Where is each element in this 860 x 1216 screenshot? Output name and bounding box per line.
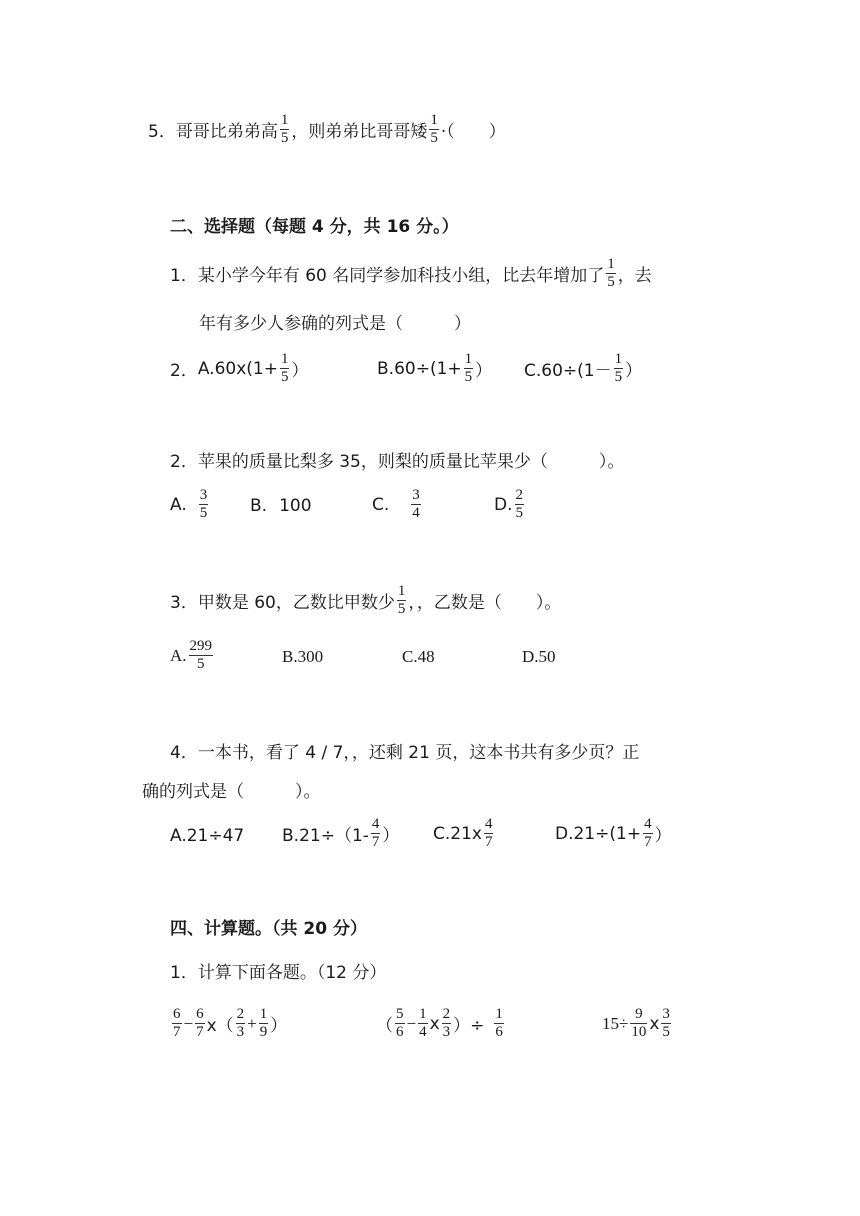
answer-blank: ·（ ）: [440, 122, 506, 142]
fraction: $\frac{1}{5}$: [280, 112, 289, 146]
question-text: 3．甲数是 60，乙数比甲数少: [170, 593, 395, 613]
fraction: $\frac{1}{5}$: [397, 583, 406, 617]
fraction: $\frac{9}{10}$: [631, 1006, 647, 1040]
option-label: D.: [494, 494, 513, 515]
option-label: C.: [372, 494, 390, 515]
option-d: D.21÷(1+: [555, 823, 642, 844]
operator: ）÷: [453, 1016, 485, 1036]
fraction: $\frac{2}{5}$: [515, 487, 523, 521]
option-b: B.60÷(1+: [377, 358, 462, 379]
calc-subtitle: [170, 958, 386, 983]
fraction: $\frac{2}{3}$: [442, 1006, 451, 1040]
question-text: 1．计算下面各题。（12 分）: [170, 963, 387, 983]
q2-option-d: [494, 487, 526, 522]
q4-option-a: [170, 826, 244, 846]
fraction: $\frac{4}{7}$: [371, 816, 380, 850]
option-value: A.21÷47: [170, 826, 245, 846]
fraction: $\frac{6}{7}$: [173, 1006, 181, 1040]
fraction: $\frac{3}{5}$: [199, 487, 208, 521]
fraction: $\frac{299}{5}$: [189, 638, 213, 672]
q1-option-b: [377, 351, 492, 386]
question-text: ，，乙数是（ ）。: [408, 593, 562, 613]
fraction: $\frac{6}{7}$: [196, 1006, 204, 1040]
tf-question-5: [148, 112, 506, 147]
question-text: 1．某小学今年有 60 名同学参加科技小组，比去年增加了: [170, 266, 605, 286]
calc-expression-1: [170, 1006, 287, 1041]
choice-question-4: [170, 738, 639, 763]
fraction: $\frac{4}{7}$: [484, 816, 493, 850]
q2-option-c: [372, 487, 423, 522]
question-text: 2．苹果的质量比梨多 35，则梨的质量比苹果少（ ）。: [170, 452, 625, 472]
q3-option-d: [522, 647, 556, 667]
q3-option-b: [282, 647, 323, 667]
fraction: $\frac{3}{5}$: [662, 1006, 670, 1040]
option-value: B.300: [282, 647, 324, 666]
operator: x: [429, 1013, 440, 1034]
section-title-choice: [170, 212, 459, 237]
q2-option-a: [170, 487, 210, 522]
paren: ）: [475, 361, 493, 381]
option-label: A.: [170, 645, 187, 665]
fraction: $\frac{1}{9}$: [259, 1006, 268, 1040]
q4-option-b: [282, 816, 399, 851]
q1-options: [170, 351, 308, 386]
q4-option-d: [555, 816, 672, 851]
paren: ）: [382, 826, 400, 846]
fraction: $\frac{4}{7}$: [644, 816, 652, 850]
operator: +: [247, 1013, 257, 1033]
expression-text: 15÷: [602, 1013, 629, 1033]
option-value: 100: [279, 496, 312, 516]
fraction: $\frac{5}{6}$: [396, 1006, 404, 1040]
fraction: $\frac{1}{5}$: [280, 351, 289, 385]
fraction: $\frac{1}{4}$: [419, 1006, 427, 1040]
q4-option-c: [433, 816, 495, 851]
fraction: $\frac{2}{3}$: [236, 1006, 245, 1040]
question-text: ，去: [617, 266, 652, 286]
paren: （: [376, 1016, 393, 1036]
choice-question-1: [170, 256, 652, 291]
fraction: $\frac{1}{5}$: [614, 351, 623, 385]
paren: ）: [291, 361, 309, 381]
option-a: A.60x(1+: [197, 358, 278, 379]
option-c: C.21x: [433, 823, 482, 844]
choice-question-4-line2: [142, 777, 321, 802]
operator: −: [406, 1013, 417, 1033]
section-title-calc: [170, 914, 367, 939]
q2-option-b: [250, 496, 312, 516]
section-title-text: 二、选择题（每题 4 分，共 16 分。）: [170, 217, 459, 237]
q3-option-c: [402, 647, 435, 667]
q1-option-c: [524, 351, 642, 386]
question-text: 年有多少人参确的列式是（ ）: [199, 314, 471, 334]
option-c: C.60÷(1－: [524, 361, 612, 381]
calc-expression-3: [602, 1006, 673, 1041]
choice-question-2: [170, 447, 624, 472]
fraction: $\frac{1}{5}$: [607, 256, 615, 290]
operator: x: [649, 1013, 660, 1034]
fraction: $\frac{1}{5}$: [430, 112, 438, 146]
fraction: $\frac{1}{5}$: [464, 351, 473, 385]
option-value: C.48: [402, 647, 435, 666]
section-title-text: 四、计算题。（共 20 分）: [170, 919, 367, 939]
q3-option-a: [170, 638, 215, 673]
choice-question-1-line2: [199, 309, 471, 334]
fraction: $\frac{3}{4}$: [412, 487, 420, 521]
operator: −: [183, 1013, 194, 1033]
fraction: $\frac{1}{6}$: [495, 1006, 503, 1040]
question-text: 4．一本书，看了 4 / 7，，还剩 21 页，这本书共有多少页？正: [170, 743, 640, 763]
option-label: A.: [170, 494, 187, 515]
option-label: B.: [250, 496, 268, 516]
option-prefix: 2．: [170, 361, 198, 381]
paren: ）: [654, 826, 672, 846]
option-b: B.21÷（1-: [282, 826, 369, 846]
option-value: D.50: [522, 647, 556, 666]
paren: ）: [625, 361, 643, 381]
question-text: 5．哥哥比弟弟高: [148, 122, 278, 142]
question-text: 确的列式是（ ）。: [142, 782, 321, 802]
operator: x（: [206, 1016, 234, 1036]
paren: ）: [270, 1016, 288, 1036]
question-text: ，则弟弟比哥哥矮: [291, 122, 428, 142]
calc-expression-2: [376, 1006, 506, 1041]
choice-question-3: [170, 583, 561, 618]
